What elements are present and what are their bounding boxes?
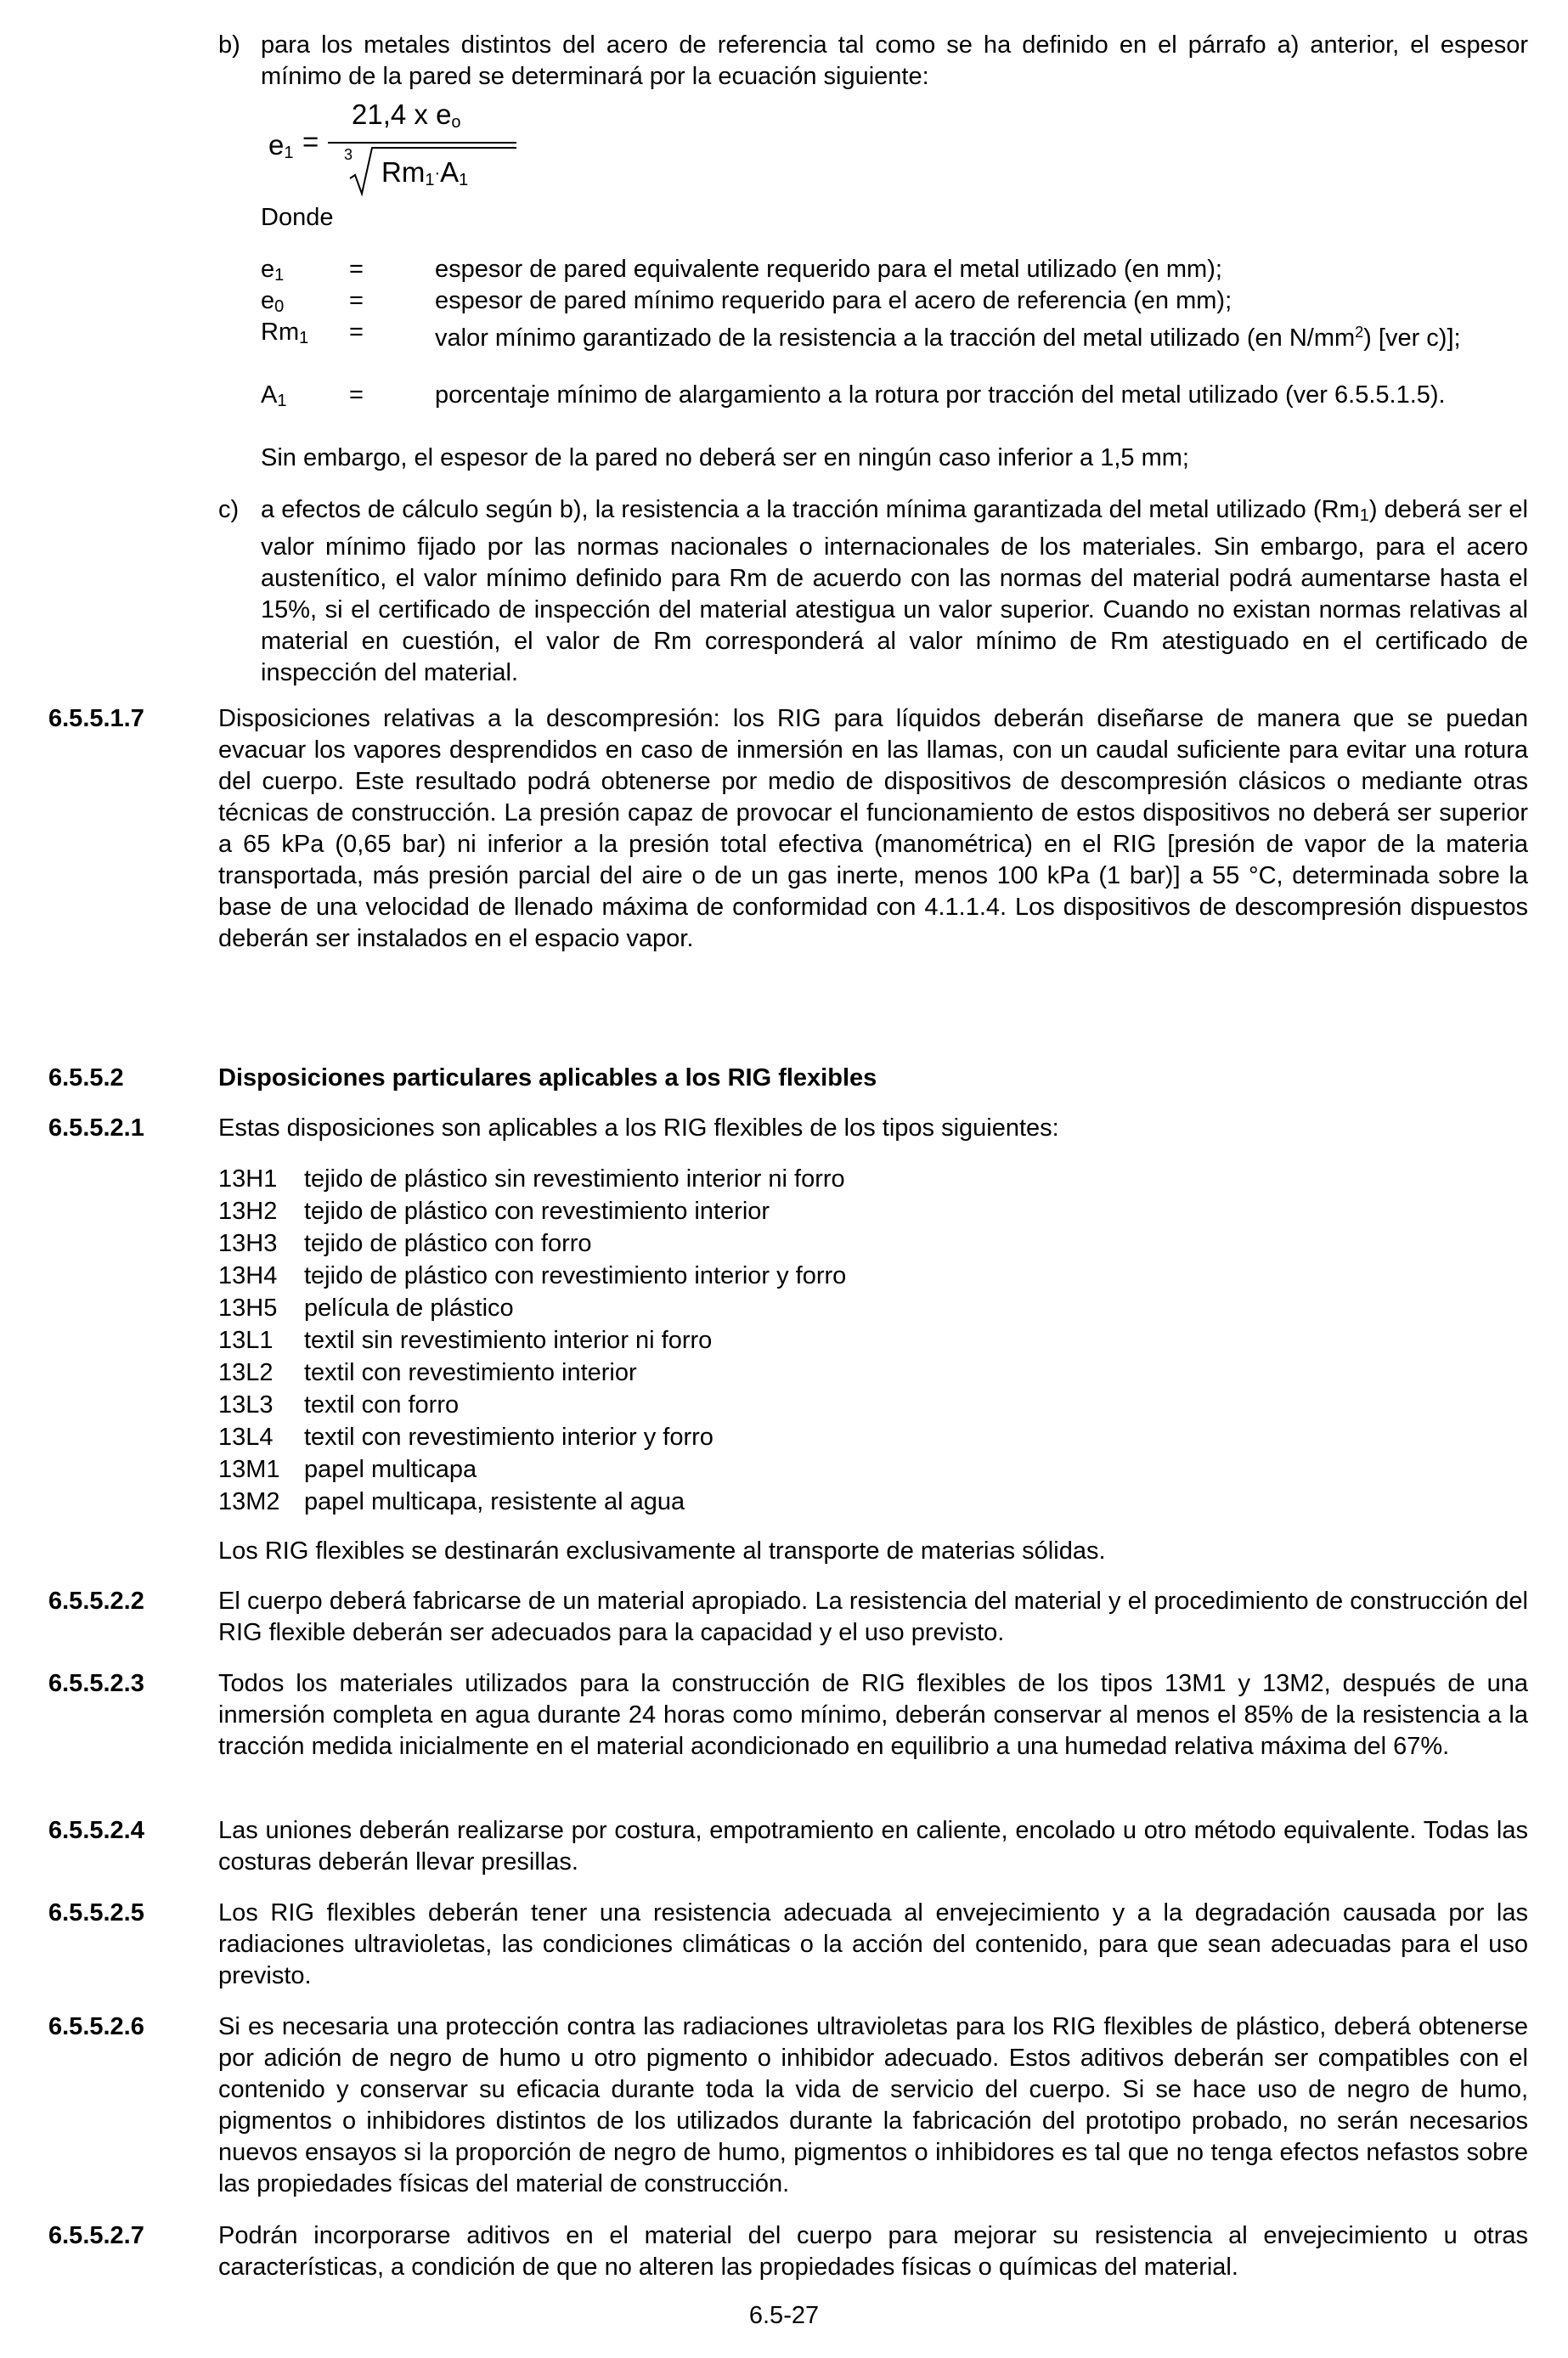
section-text: Estas disposiciones son aplicables a los RIG flexibles de los tipos siguientes: <box>218 1114 1059 1142</box>
type-code: 13M2 <box>218 1488 280 1515</box>
type-description: textil con revestimiento interior <box>304 1359 637 1386</box>
item-c-label: c) <box>218 496 240 523</box>
section-text: El cuerpo deberá fabricarse de un material apropiado. La resistencia del material y el procedimiento de construcción del RIG flexible deberán ser adecuados para la capacidad y el uso previsto. <box>218 1588 1528 1646</box>
type-description: tejido de plástico con forro <box>304 1230 592 1257</box>
section-number: 6.5.5.1.7 <box>48 705 144 732</box>
formula-equals: = <box>302 126 319 157</box>
section-text: Si es necesaria una protección contra las radiaciones ultravioletas para los RIG flexibles de plástico, deberá obtenerse por adición de negro de humo u otro pigmento o inhibidor adecuado. Estos aditivos deberán ser compatibles con el contenido y conservar su eficacia durante toda la vida de servicio del cuerpo. Si se hace uso de negro de humo, pigmentos o inhibidores distintos de los utilizados durante la fabricación del prototipo probado, no serán necesarios nuevos ensayos si la proporción de negro de humo, pigmentos o inhibidores es tal que no tenga efectos nefastos sobre las propiedades físicas del material de construcción. <box>218 2013 1528 2197</box>
type-description: tejido de plástico sin revestimiento interior ni forro <box>304 1165 845 1193</box>
section-text: Todos los materiales utilizados para la construcción de RIG flexibles de los tipos 13M1 y 13M2, después de una inmersión completa en agua durante 24 horas como mínimo, deberán conservar al menos el 85% de la resistencia a la tracción medida inicialmente en el material acondicionado en equilibrio a una humedad relativa máxima del 67%. <box>218 1670 1528 1760</box>
type-description: película de plástico <box>304 1295 514 1322</box>
solids-only-note: Los RIG flexibles se destinarán exclusivamente al transporte de materias sólidas. <box>218 1537 1106 1565</box>
page-number: 6.5-27 <box>748 2302 820 2329</box>
section-number: 6.5.5.2.4 <box>48 1817 144 1844</box>
type-code: 13H2 <box>218 1198 278 1225</box>
type-code: 13H4 <box>218 1262 278 1289</box>
section-number: 6.5.5.2.1 <box>48 1114 144 1142</box>
type-code: 13M1 <box>218 1456 280 1483</box>
section-text: Las uniones deberán realizarse por costura, empotramiento en caliente, encolado u otro método equivalente. Todas las costuras deberán llevar presillas. <box>218 1817 1528 1876</box>
def-equals: = <box>349 287 364 314</box>
type-code: 13L1 <box>218 1327 274 1354</box>
type-code: 13L2 <box>218 1359 274 1386</box>
def-description: espesor de pared equivalente requerido para el metal utilizado (en mm); <box>435 256 1222 283</box>
section-number: 6.5.5.2.3 <box>48 1670 144 1697</box>
formula-lhs: $e_1$ <box>268 129 294 162</box>
section-text: Disposiciones relativas a la descompresión: los RIG para líquidos deberán diseñarse de manera que se puedan evacuar los vapores desprendidos en caso de inmersión en las llamas, con un caudal suficiente para evitar una rotura del cuerpo. Este resultado podrá obtenerse por medio de dispositivos de descompresión clásicos o mediante otras técnicas de construcción. La presión capaz de provocar el funcionamiento de estos dispositivos no deberá ser superior a 65 kPa (0,65 bar) ni inferior a la presión total efectiva (manométrica) en el RIG [presión de vapor de la materia transportada, más presión parcial del aire o de un gas inerte, menos 100 kPa (1 bar)] a 55 °C, determinada sobre la base de una velocidad de llenado máxima de conformidad con 4.1.1.4. Los dispositivos de descompresión dispuestos deberán ser instalados en el espacio vapor. <box>218 705 1528 952</box>
formula-numerator: 21,4 x $e_o$ <box>352 99 461 132</box>
def-symbol: $e_0$ <box>261 287 285 316</box>
type-code: 13H1 <box>218 1165 278 1193</box>
section-number: 6.5.5.2.5 <box>48 1899 144 1926</box>
section-number: 6.5.5.2 <box>48 1064 124 1092</box>
def-equals: = <box>349 319 364 346</box>
where-label: Donde <box>261 204 334 231</box>
def-description: valor mínimo garantizado de la resistencia a la tracción del metal utilizado (en $N/mm^2$) [ver c)]; <box>435 324 1461 352</box>
type-description: papel multicapa <box>304 1456 477 1483</box>
type-description: tejido de plástico con revestimiento interior y forro <box>304 1262 847 1289</box>
def-description: porcentaje mínimo de alargamiento a la rotura por tracción del metal utilizado (ver 6.5.5.1.5). <box>435 381 1446 409</box>
type-description: papel multicapa, resistente al agua <box>304 1488 685 1515</box>
formula <box>265 95 520 206</box>
section-text: Podrán incorporarse aditivos en el material del cuerpo para mejorar su resistencia al envejecimiento u otras características, a condición de que no alteren las propiedades físicas o químicas del material. <box>218 2222 1528 2281</box>
item-b-label: b) <box>218 31 240 59</box>
type-code: 13H3 <box>218 1230 278 1257</box>
section-text: Los RIG flexibles deberán tener una resistencia adecuada al envejecimiento y a la degradación causada por las radiaciones ultravioletas, las condiciones climáticas o la acción del contenido, para que sean adecuadas para el uso previsto. <box>218 1899 1528 1989</box>
def-symbol: $A_1$ <box>261 381 287 410</box>
min-thickness-note: Sin embargo, el espesor de la pared no deberá ser en ningún caso inferior a 1,5 mm; <box>261 444 1189 471</box>
type-code: 13H5 <box>218 1295 278 1322</box>
type-description: textil sin revestimiento interior ni forro <box>304 1327 713 1354</box>
section-heading: Disposiciones particulares aplicables a los RIG flexibles <box>218 1064 877 1092</box>
type-code: 13L3 <box>218 1391 274 1419</box>
fraction-bar <box>328 142 516 144</box>
section-number: 6.5.5.2.2 <box>48 1588 144 1615</box>
section-number: 6.5.5.2.7 <box>48 2222 144 2249</box>
item-b-text: para los metales distintos del acero de referencia tal como se ha definido en el párrafo a) anterior, el espesor mínimo de la pared se determinará por la ecuación siguiente: <box>261 31 1528 90</box>
type-description: textil con forro <box>304 1391 460 1419</box>
formula-denominator: $Rm_1\cdot A_1$ <box>381 156 469 189</box>
def-equals: = <box>349 381 364 409</box>
type-code: 13L4 <box>218 1424 274 1451</box>
root-index: 3 <box>344 146 353 163</box>
item-c-text: a efectos de cálculo según b), la resistencia a la tracción mínima garantizada del metal utilizado $(Rm_1)$ deberá ser el valor mínimo fijado por las normas nacionales o internacionales de los materiales. Sin embargo, para el acero austenítico, el valor mínimo definido para Rm de acuerdo con las normas del material podrá aumentarse hasta el 15%, si el certificado de inspección del material atestigua un valor superior. Cuando no existan normas relativas al material en cuestión, el valor de Rm corresponderá al valor mínimo de Rm atestiguado en el certificado de inspección del material. <box>261 496 1528 686</box>
def-equals: = <box>349 256 364 283</box>
def-symbol: $Rm_1$ <box>261 319 309 347</box>
type-description: tejido de plástico con revestimiento interior <box>304 1198 770 1225</box>
section-number: 6.5.5.2.6 <box>48 2013 144 2040</box>
def-symbol: $e_1$ <box>261 256 285 285</box>
type-description: textil con revestimiento interior y forro <box>304 1424 713 1451</box>
def-description: espesor de pared mínimo requerido para el acero de referencia (en mm); <box>435 287 1232 314</box>
